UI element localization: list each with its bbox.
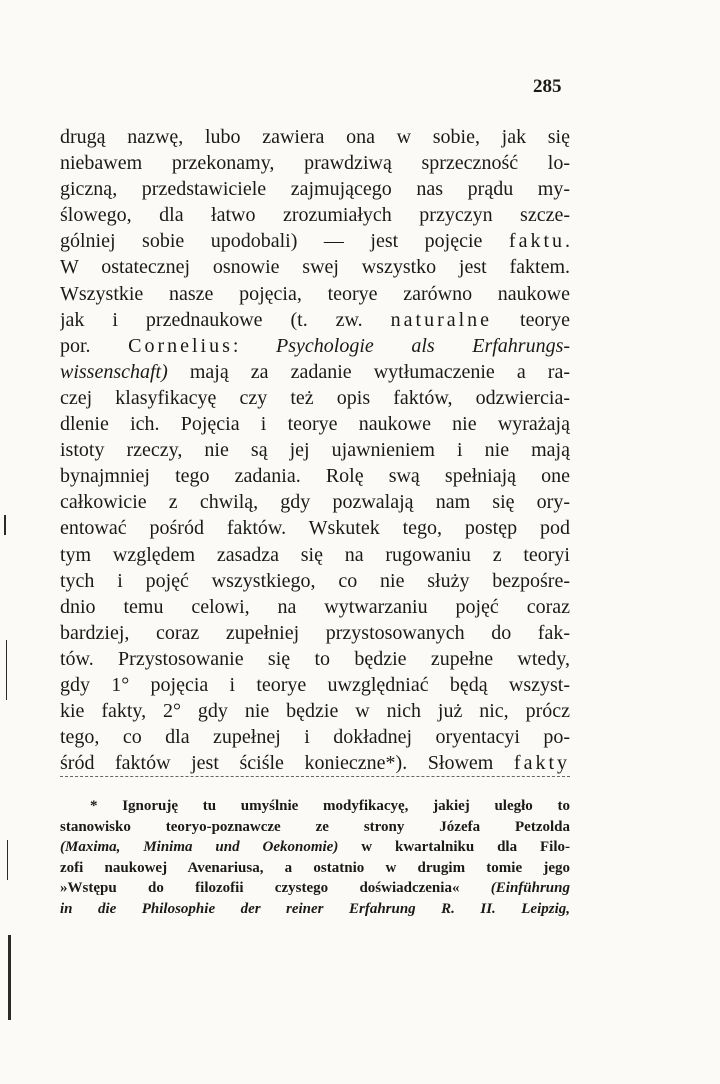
text-line: giczną, przedstawiciele zajmującego nas prądu my- xyxy=(60,178,570,201)
text-line: śród faktów jest ściśle konieczne*). Słowem fakty xyxy=(60,752,570,775)
text-line: gólniej sobie upodobali) — jest pojęcie faktu. xyxy=(60,230,570,253)
scan-edge-mark xyxy=(6,640,7,700)
text-line: W ostatecznej osnowie swej wszystko jest faktem. xyxy=(60,256,570,279)
text-line: wissenschaft) mają za zadanie wytłumaczenie a ra- xyxy=(60,360,570,383)
text-line: bardziej, coraz zupełniej przystosowanych do fak- xyxy=(60,621,570,644)
book-title: wissenschaft) xyxy=(60,360,168,383)
spaced-term: naturalne xyxy=(390,308,493,331)
footnote-line: »Wstępu do filozofii czystego doświadczenia« (Einführung xyxy=(60,880,570,897)
text-line: kie fakty, 2° gdy nie będzie w nich już nic, prócz xyxy=(60,700,570,723)
footnote-line: * Ignoruję tu umyślnie modyfikacyę, jakiej uległo to xyxy=(90,798,570,814)
footnote xyxy=(60,796,570,920)
page-number: 285 xyxy=(533,76,562,97)
book-title: Psychologie als Erfahrungs- xyxy=(276,334,570,357)
text-line: tego, co dla zupełnej i dokładnej oryentacyi po- xyxy=(60,726,570,749)
book-title: in die Philosophie der reiner Erfahrung R. II. Leipzig, xyxy=(60,900,570,917)
footnote-line: stanowisko teoryo-poznawcze ze strony Józefa Petzolda xyxy=(60,818,570,835)
text-line: bynajmniej tego zadania. Rolę swą spełniają one xyxy=(60,465,570,488)
text-line: tów. Przystosowanie się to będzie zupełne wtedy, xyxy=(60,647,570,670)
text-line: Wszystkie nasze pojęcia, teorye zarówno naukowe xyxy=(60,282,570,305)
text-line: dnio temu celowi, na wytwarzaniu pojęć coraz xyxy=(60,595,570,618)
text-line: tym względem zasadza się na rugowaniu z teoryi xyxy=(60,543,570,566)
text-line: por. Cornelius: Psychologie als Erfahrungs- xyxy=(60,334,570,357)
text-line: całkowicie z chwilą, gdy pozwalają nam się ory- xyxy=(60,491,570,514)
text-line: niebawem przekonamy, prawdziwą sprzeczność lo- xyxy=(60,152,570,175)
text-line: ślowego, dla łatwo zrozumiałych przyczyn szcze- xyxy=(60,204,570,227)
footnote-divider xyxy=(60,776,570,777)
body-text xyxy=(60,124,570,776)
text-line: tych i pojęć wszystkiego, co nie służy bezpośre- xyxy=(60,569,570,592)
spaced-term: faktu xyxy=(508,230,565,253)
book-title: (Einführung xyxy=(490,880,570,897)
text-line: dlenie ich. Pojęcia i teorye naukowe nie wyrażają xyxy=(60,413,570,436)
scan-edge-mark xyxy=(8,935,11,1020)
footnote-line: zofi naukowej Avenariusa, a ostatnio w drugim tomie jego xyxy=(60,859,570,876)
footnote-line xyxy=(60,899,570,920)
text-line: drugą nazwę, lubo zawiera ona w sobie, jak się xyxy=(60,126,570,148)
scan-edge-mark xyxy=(7,840,8,880)
text-line: gdy 1° pojęcia i teorye uwzględniać będą wszyst- xyxy=(60,673,570,696)
text-line: entować pośród faktów. Wskutek tego, postęp pod xyxy=(60,517,570,540)
scan-edge-mark xyxy=(4,515,6,535)
spaced-term: fakty xyxy=(513,752,570,775)
footnote-line: (Maxima, Minima und Oekonomie) w kwartalniku dla Filo- xyxy=(60,839,570,856)
book-title: (Maxima, Minima und Oekonomie) xyxy=(60,839,339,856)
text-line: jak i przednaukowe (t. zw. naturalne teorye xyxy=(60,308,570,331)
text-line: czej klasyfikacyę czy też opis faktów, odzwiercia- xyxy=(60,386,570,409)
author-name: Cornelius xyxy=(128,334,233,357)
text-line: istoty rzeczy, nie są jej ujawnieniem i nie mają xyxy=(60,439,570,462)
